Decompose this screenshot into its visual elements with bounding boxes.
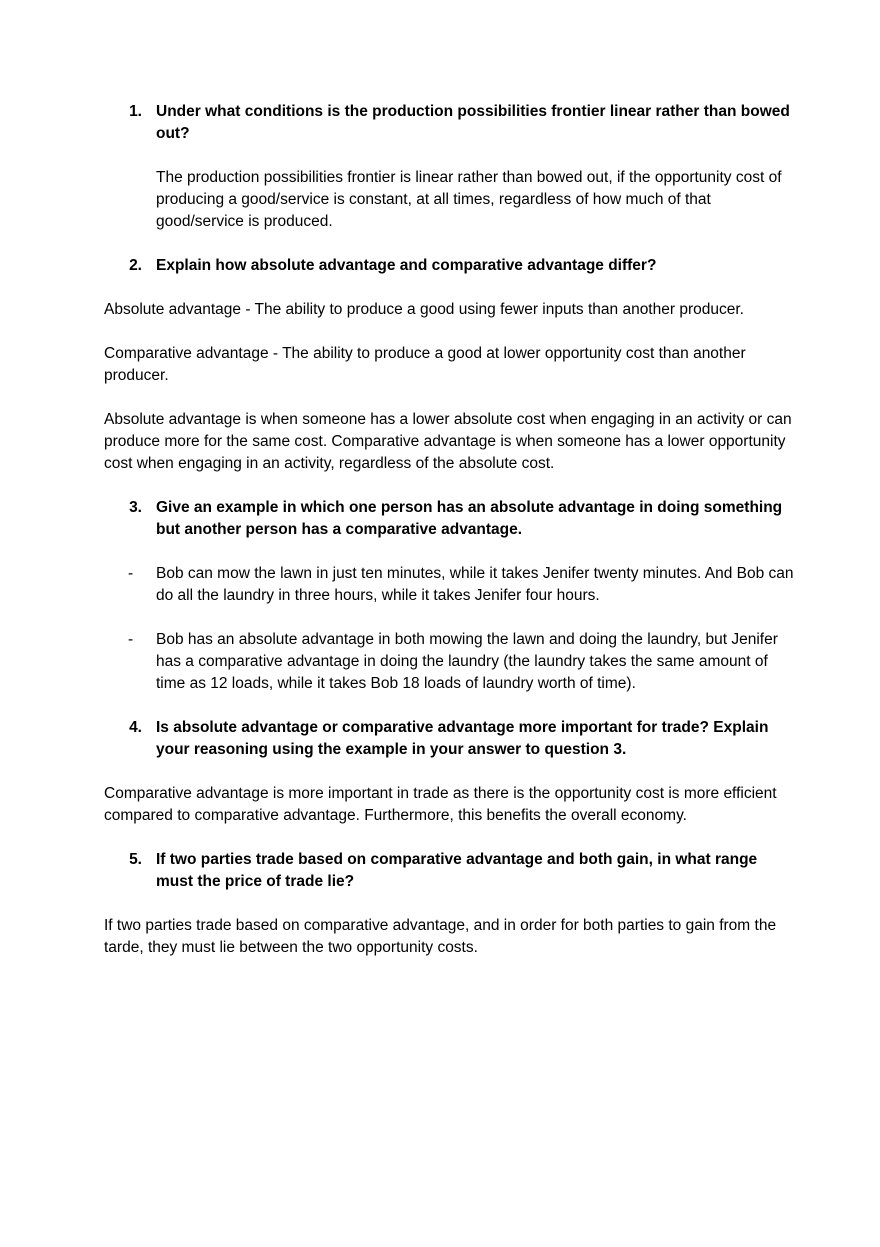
question-number: 3. xyxy=(129,499,142,516)
question-5 xyxy=(104,849,794,893)
document-page xyxy=(104,101,794,959)
question-text: Give an example in which one person has an absolute advantage in doing something but another person has a comparative advantage. xyxy=(156,499,783,538)
answer-2-explanation: Absolute advantage is when someone has a lower absolute cost when engaging in an activity or can produce more for the same cost. Comparative advantage is when someone has a lower opportunity cost when engaging in an activity, regardless of the absolute cost. xyxy=(104,411,792,472)
question-text: Explain how absolute advantage and comparative advantage differ? xyxy=(156,257,657,274)
question-text: If two parties trade based on comparative advantage and both gain, in what range must the price of trade lie? xyxy=(156,851,758,890)
bullet-marker: - xyxy=(128,631,134,648)
question-number: 4. xyxy=(129,719,142,736)
question-number: 2. xyxy=(129,257,142,274)
question-text: Under what conditions is the production possibilities frontier linear rather than bowed out? xyxy=(156,103,790,142)
question-number: 1. xyxy=(129,103,142,120)
answer-4: Comparative advantage is more important in trade as there is the opportunity cost is more efficient compared to comparative advantage. Furthermore, this benefits the overall economy. xyxy=(104,785,777,824)
question-1 xyxy=(104,101,794,145)
question-4 xyxy=(104,717,794,761)
bullet-item xyxy=(104,629,794,695)
question-2 xyxy=(104,255,794,277)
answer-5: If two parties trade based on comparative advantage, and in order for both parties to gain from the tarde, they must lie between the two opportunity costs. xyxy=(104,917,777,956)
question-text: Is absolute advantage or comparative advantage more important for trade? Explain your reasoning using the example in your answer to question 3. xyxy=(156,719,769,758)
question-number: 5. xyxy=(129,851,142,868)
bullet-marker: - xyxy=(128,565,134,582)
bullet-text: Bob has an absolute advantage in both mowing the lawn and doing the laundry, but Jenifer has a comparative advantage in doing the laundry (the laundry takes the same amount of time as 12 loads, while it takes Bob 18 loads of laundry worth of time). xyxy=(156,631,778,692)
answer-2-comparative-definition: Comparative advantage - The ability to produce a good at lower opportunity cost than another producer. xyxy=(104,345,746,384)
answer-2-absolute-definition: Absolute advantage - The ability to produce a good using fewer inputs than another producer. xyxy=(104,301,744,318)
bullet-text: Bob can mow the lawn in just ten minutes, while it takes Jenifer twenty minutes. And Bob can do all the laundry in three hours, while it takes Jenifer four hours. xyxy=(156,565,794,604)
answer-1: The production possibilities frontier is linear rather than bowed out, if the opportunity cost of producing a good/service is constant, at all times, regardless of how much of that good/service is produced. xyxy=(156,169,782,230)
bullet-item xyxy=(104,563,794,607)
question-3 xyxy=(104,497,794,541)
